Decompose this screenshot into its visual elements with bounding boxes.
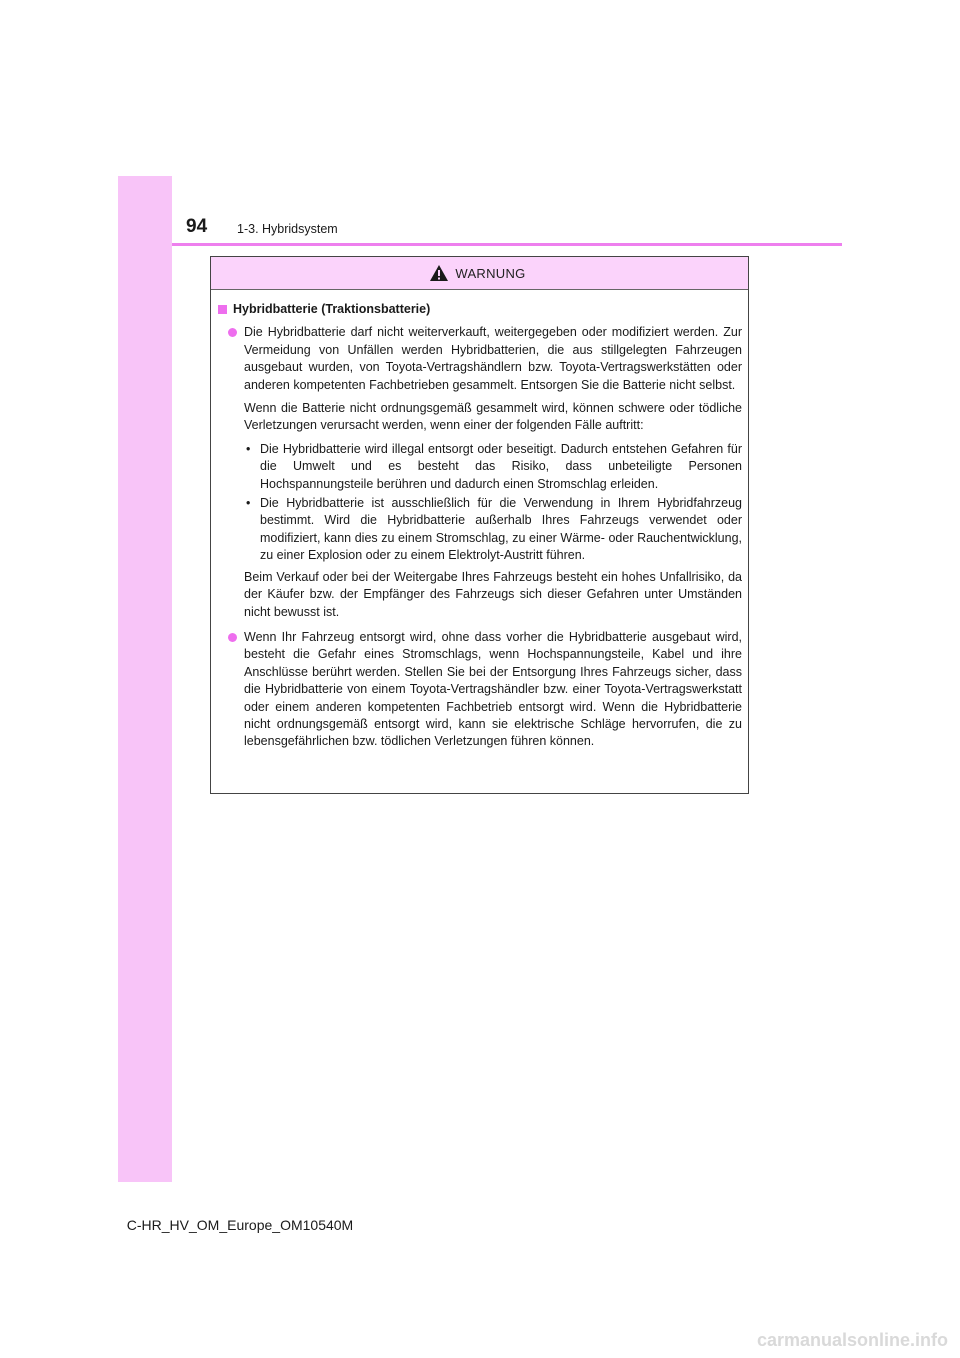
square-bullet-icon <box>218 305 227 314</box>
item-content <box>244 324 742 566</box>
warning-body <box>211 290 748 751</box>
bullet-item: • Die Hybridbatterie wird illegal entsorgt oder beseitigt. Dadurch entstehen Gefahren für die Umwelt und es besteht das Risiko, dass unbeteiligte Personen Hochspannungsteile berühren und dadurch einen Stromschlag erleiden. <box>244 441 742 493</box>
bullet-item: • Die Hybridbatterie ist ausschließlich für die Verwendung in Ihrem Hybridfahrzeug bestimmt. Wird die Hybridbatterie außerhalb Ihres Fahrzeugs verwendet oder modifiziert, kann dies zu einem Stromschlag, zu einer Wärme- oder Rauchentwicklung, zu einer Explosion oder zu einem Elektrolyt-Austritt führen. <box>244 495 742 565</box>
header-rule <box>172 243 842 246</box>
item-paragraph: Wenn die Batterie nicht ordnungsgemäß gesammelt wird, können schwere oder tödliche Verletzungen verursacht werden, wenn einer der folgenden Fälle auftritt: <box>244 401 742 433</box>
item-text: Wenn Ihr Fahrzeug entsorgt wird, ohne dass vorher die Hybridbatterie ausgebaut wird, besteht die Gefahr eines Stromschlags, wenn Hochspannungsteile, Kabel und ihre Anschlüsse berührt werden. Stellen Sie bei der Entsorgung Ihres Fahrzeugs sicher, dass die Hybridbatterie von einem Toyota-Vertragshändler bzw. einer Toyota-Vertragswerkstatt oder einem anderen kompetenten Fachbetrieb entsorgt wird. Wenn die Hybridbatterie nicht ordnungsgemäß entsorgt wird, kann sie elektrische Schläge hervorrufen, die zu lebensgefährlichen bzw. tödlichen Verletzungen führen können. <box>244 629 742 749</box>
warning-subheading <box>218 301 742 318</box>
circle-bullet-icon <box>228 328 237 337</box>
site-watermark: carmanualsonline.info <box>756 1330 948 1350</box>
bullet-list <box>244 441 742 565</box>
circle-bullet-icon <box>228 633 237 642</box>
warning-label: WARNUNG <box>455 265 526 281</box>
page-number: 94 <box>186 216 208 237</box>
list-item <box>228 324 742 566</box>
side-tab-band <box>118 176 172 1182</box>
warning-triangle-icon <box>429 264 449 282</box>
item-text: Die Hybridbatterie darf nicht weiterverkauft, weitergegeben oder modifiziert werden. Zur Vermeidung von Unfällen werden Hybridbatterien, die aus stillgelegten Fahrzeugen ausgebaut wurden, von Toyota-Vertragshändlern bzw. Toyota-Vertragswerkstätten oder anderen kompetenten Fachbetrieben gesammelt. Entsorgen Sie die Batterie nicht selbst. <box>244 325 742 392</box>
subheading-text: Hybridbatterie (Traktionsbatterie) <box>233 302 431 316</box>
list-item <box>228 629 742 751</box>
section-title: 1-3. Hybridsystem <box>237 222 338 236</box>
warning-box <box>210 256 749 794</box>
warning-header <box>211 257 748 290</box>
item-after-text: Beim Verkauf oder bei der Weitergabe Ihres Fahrzeugs besteht ein hohes Unfallrisiko, da der Käufer bzw. der Empfänger des Fahrzeugs sich dieser Gefahren unter Umständen nicht bewusst ist. <box>244 569 742 619</box>
document-code: C-HR_HV_OM_Europe_OM10540M <box>126 1217 354 1233</box>
